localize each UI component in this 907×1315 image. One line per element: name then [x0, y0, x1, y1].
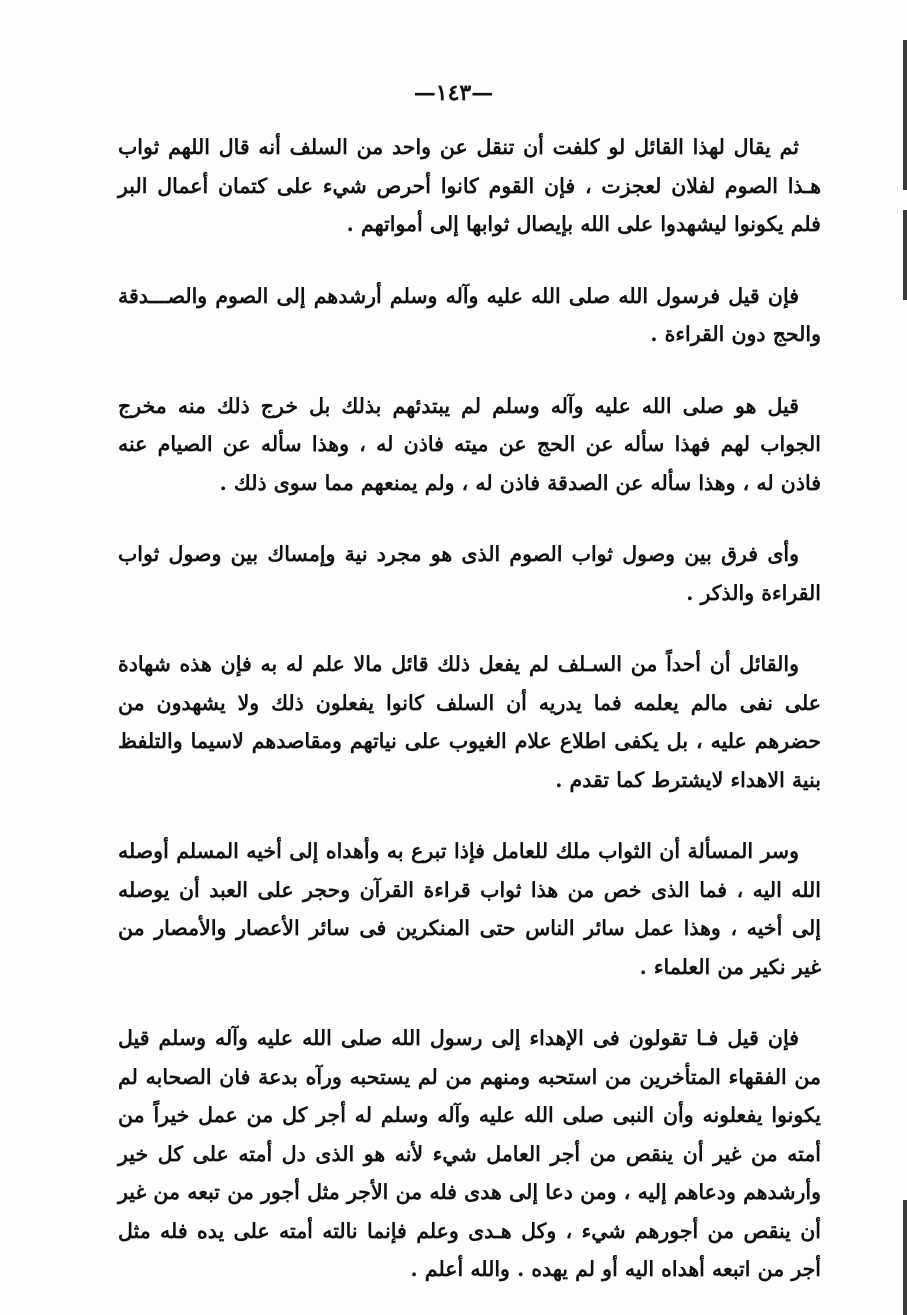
paragraph-4: وأى فرق بين وصول ثواب الصوم الذى هو مجرد نية وإمساك بين وصول ثواب القراءة والذكر . [118, 542, 821, 605]
paragraph-3: قيل هو صلى الله عليه وآله وسلم لم يبتدئهم بذلك بل خرج ذلك منه مخرج الجواب لهم فهذا سأله عن الحج عن ميته فاذن له ، وهذا سأله عن الصيام عنه فاذن له ، وهذا سأله عن الصدقة فاذن له ، ولم يمنعهم مما سوى ذلك . [118, 393, 821, 495]
page-number: —١٤٣— [413, 80, 494, 106]
scan-edge-mark [903, 210, 907, 300]
scan-edge-mark [903, 40, 907, 190]
page-body [118, 128, 821, 1289]
paragraph-7: فإن قيل فـا تقولون فى الإهداء إلى رسول الله صلى الله عليه وآله وسلم قيل من الفقهاء المتأخرين من استحبه ومنهم من لم يستحبه ورآه بدعة فان الصحابه لم يكونوا يفعلونه وأن النبى صلى الله عليه وآله وسلم له أجر كل من عمل خيراً من أمته من غير أن ينقص من أجر العامل شيء لأنه هو الذى دل أمته على كل خير وأرشدهم ودعاهم إليه ، ومن دعا إلى هدى فله من الأجر مثل أجور من تبعه من غير أن ينقص من أجورهم شيء ، وكل هـدى وعلم فإنما نالته أمته على يده فله مثل أجر من اتبعه أهداه اليه أو لم يهده . والله أعلم . [118, 1026, 821, 1281]
paragraph-5: والقائل أن أحداً من السـلف لم يفعل ذلك قائل مالا علم له به فإن هذه شهادة على نفى مالم يعلمه فما يدريه أن السلف كانوا يفعلون ذلك ولا يشهدون من حضرهم عليه ، بل يكفى اطلاع علام الغيوب على نياتهم ومقاصدهم لاسيما والتلفظ بنية الاهداء لايشترط كما تقدم . [118, 652, 821, 792]
paragraph-2: فإن قيل فرسول الله صلى الله عليه وآله وسلم أرشدهم إلى الصوم والصـــدقة والحج دون القراءة . [118, 283, 821, 346]
paragraph-6: وسر المسألة أن الثواب ملك للعامل فإذا تبرع به وأهداه إلى أخيه المسلم أوصله الله اليه ، فما الذى خص من هذا ثواب قراءة القرآن وحجر على العبد أن يوصله إلى أخيه ، وهذا عمل سائر الناس حتى المنكرين فى سائر الأعصار والأمصار من غير نكير من العلماء . [118, 839, 821, 979]
paragraph-1: ثم يقال لهذا القائل لو كلفت أن تنقل عن واحد من السلف أنه قال اللهم ثواب هـذا الصوم لفلان لعجزت ، فإن القوم كانوا أحرص شيء على كتمان أعمال البر فلم يكونوا ليشهدوا على الله بإيصال ثوابها إلى أمواتهم . [118, 135, 821, 236]
scan-edge-mark [903, 1200, 907, 1315]
